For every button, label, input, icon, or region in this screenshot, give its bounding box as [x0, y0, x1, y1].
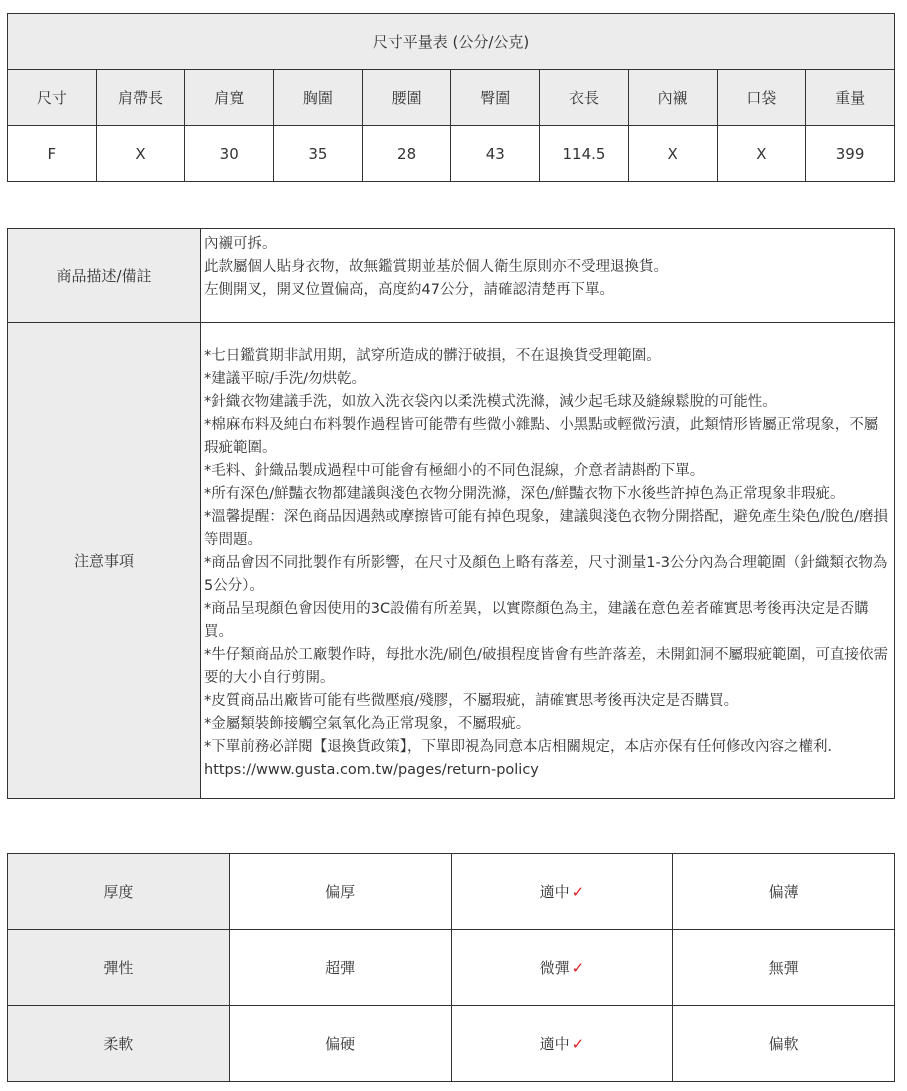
size-header: 衣長 — [540, 70, 629, 126]
description-line: 此款屬個人貼身衣物，故無鑑賞期並基於個人衛生原則亦不受理退換貨。 — [204, 259, 668, 275]
size-table — [7, 13, 895, 182]
size-header: 胸圍 — [274, 70, 363, 126]
note-item: *溫馨提醒：深色商品因遇熱或摩擦皆可能有掉色現象，建議與淺色衣物分開搭配，避免產生染色/脫色/磨損等問題。 — [204, 509, 889, 548]
fabric-option-selected: 適中 ✓ — [451, 854, 673, 930]
note-item: *商品呈現顏色會因使用的3C設備有所差異，以實際顏色為主，建議在意色差者確實思考後再決定是否購買。 — [204, 601, 869, 640]
check-icon: ✓ — [571, 959, 585, 977]
note-item: *下單前務必詳閱【退換貨政策】，下單即視為同意本店相關規定，本店亦保有任何修改內容之權利．https://www.gusta.com.tw/pages/return-policy — [204, 739, 842, 778]
size-header: 肩帶長 — [96, 70, 185, 126]
notes-text — [201, 323, 895, 799]
note-item: *商品會因不同批製作有所影響，在尺寸及顏色上略有落差，尺寸測量1-3公分內為合理範圍（針織類衣物為5公分）。 — [204, 555, 888, 594]
notes-label: 注意事項 — [8, 323, 201, 799]
size-header: 內襯 — [628, 70, 717, 126]
check-icon: ✓ — [571, 1035, 585, 1053]
fabric-option-selected: 微彈 ✓ — [451, 930, 673, 1006]
fabric-row-softness — [8, 1006, 895, 1082]
fabric-option: 偏軟 — [673, 1006, 895, 1082]
fabric-row-thickness — [8, 854, 895, 930]
note-item: *針織衣物建議手洗，如放入洗衣袋內以柔洗模式洗滌，減少起毛球及縫線鬆脫的可能性。 — [204, 394, 777, 410]
size-value: X — [628, 126, 717, 182]
fabric-option: 超彈 — [229, 930, 451, 1006]
note-item: *建議平晾/手洗/勿烘乾。 — [204, 371, 367, 387]
size-header: 肩寬 — [185, 70, 274, 126]
fabric-option: 偏厚 — [229, 854, 451, 930]
size-header: 重量 — [806, 70, 895, 126]
size-value: 43 — [451, 126, 540, 182]
fabric-label: 柔軟 — [8, 1006, 230, 1082]
fabric-row-elasticity — [8, 930, 895, 1006]
description-label: 商品描述/備註 — [8, 229, 201, 323]
size-table-title: 尺寸平量表 (公分/公克) — [8, 14, 895, 70]
note-item: *牛仔類商品於工廠製作時，每批水洗/刷色/破損程度皆會有些許落差，未開釦洞不屬瑕疵範圍，可直接依需要的大小自行剪開。 — [204, 647, 889, 686]
size-value: 30 — [185, 126, 274, 182]
size-header: 尺寸 — [8, 70, 97, 126]
note-item: *毛料、針織品製成過程中可能會有極細小的不同色混線，介意者請斟酌下單。 — [204, 463, 705, 479]
check-icon: ✓ — [571, 883, 585, 901]
note-item: *皮質商品出廠皆可能有些微壓痕/殘膠，不屬瑕疵，請確實思考後再決定是否購買。 — [204, 693, 739, 709]
size-value: 35 — [274, 126, 363, 182]
note-item: *金屬類裝飾接觸空氣氧化為正常現象，不屬瑕疵。 — [204, 716, 531, 732]
description-text — [201, 229, 895, 323]
description-line: 左側開叉，開叉位置偏高，高度約47公分，請確認清楚再下單。 — [204, 282, 614, 298]
size-value: 114.5 — [540, 126, 629, 182]
size-header: 口袋 — [717, 70, 806, 126]
size-value: 28 — [362, 126, 451, 182]
size-value: 399 — [806, 126, 895, 182]
note-item: *棉麻布料及純白布料製作過程皆可能帶有些微小雜點、小黑點或輕微污漬，此類情形皆屬正常現象，不屬瑕疵範圍。 — [204, 417, 879, 456]
fabric-option: 偏硬 — [229, 1006, 451, 1082]
fabric-label: 彈性 — [8, 930, 230, 1006]
fabric-option-selected: 適中 ✓ — [451, 1006, 673, 1082]
description-line: 內襯可拆。 — [204, 236, 277, 252]
size-header: 腰圍 — [362, 70, 451, 126]
size-value: X — [96, 126, 185, 182]
fabric-label: 厚度 — [8, 854, 230, 930]
note-item: *所有深色/鮮豔衣物都建議與淺色衣物分開洗滌，深色/鮮豔衣物下水後些許掉色為正常現象非瑕疵。 — [204, 486, 845, 502]
fabric-option: 無彈 — [673, 930, 895, 1006]
note-item: *七日鑑賞期非試用期，試穿所造成的髒汙破損，不在退換貨受理範圍。 — [204, 348, 661, 364]
size-header: 臀圍 — [451, 70, 540, 126]
fabric-option: 偏薄 — [673, 854, 895, 930]
description-table — [7, 228, 895, 799]
fabric-table — [7, 853, 895, 1082]
size-value: F — [8, 126, 97, 182]
size-value: X — [717, 126, 806, 182]
